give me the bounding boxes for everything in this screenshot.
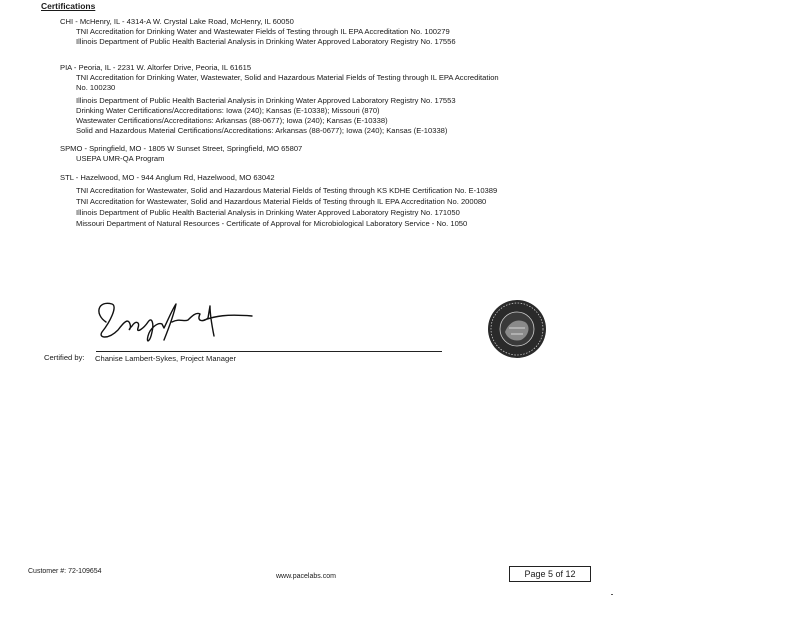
certified-by-label: Certified by: xyxy=(44,353,85,362)
lab-line: TNI Accreditation for Wastewater, Solid and Hazardous Material Fields of Testing through KS KDHE Certification No. E-10389 xyxy=(76,186,498,195)
certifications-heading: Certifications xyxy=(41,1,96,11)
stray-mark xyxy=(611,594,613,595)
customer-number: Customer #: 72-109654 xyxy=(28,568,102,575)
lab-header-spmo: SPMO - Springfield, MO - 1805 W Sunset Street, Springfield, MO 65807 xyxy=(60,144,303,153)
website-text: www.pacelabs.com xyxy=(276,573,336,580)
signature-line xyxy=(96,351,442,352)
lab-header-pia: PIA - Peoria, IL - 2231 W. Altorfer Drive, Peoria, IL 61615 xyxy=(60,63,252,72)
lab-line: Wastewater Certifications/Accreditations: Arkansas (88-0677); Iowa (240); Kansas (E-10338) xyxy=(76,116,388,125)
page-number-box: Page 5 of 12 xyxy=(509,566,591,582)
lab-line: TNI Accreditation for Drinking Water and Wastewater Fields of Testing through IL EPA Accreditation No. 100279 xyxy=(76,27,450,36)
lab-line: Illinois Department of Public Health Bacterial Analysis in Drinking Water Approved Laboratory Registry No. 17553 xyxy=(76,96,456,105)
lab-line: Missouri Department of Natural Resources - Certificate of Approval for Microbiological Laboratory Service - No. 1050 xyxy=(76,219,468,228)
lab-header-stl: STL - Hazelwood, MO - 944 Anglum Rd, Hazelwood, MO 63042 xyxy=(60,173,275,182)
lab-line: TNI Accreditation for Wastewater, Solid and Hazardous Material Fields of Testing through IL EPA Accreditation No. 200080 xyxy=(76,197,487,206)
lab-line: No. 100230 xyxy=(76,83,116,92)
lab-header-chi: CHI - McHenry, IL - 4314-A W. Crystal Lake Road, McHenry, IL 60050 xyxy=(60,17,294,26)
lab-line: Drinking Water Certifications/Accreditations: Iowa (240); Kansas (E-10338); Missouri (870) xyxy=(76,106,380,115)
lab-line: USEPA UMR-QA Program xyxy=(76,154,165,163)
lab-line: Illinois Department of Public Health Bacterial Analysis in Drinking Water Approved Laboratory Registry No. 171050 xyxy=(76,208,460,217)
signature-image xyxy=(92,292,262,348)
lab-line: Solid and Hazardous Material Certifications/Accreditations: Arkansas (88-0677); Iowa (240); Kansas (E-10338) xyxy=(76,126,448,135)
certified-by-name: Chanise Lambert-Sykes, Project Manager xyxy=(95,354,236,363)
seal-stamp xyxy=(487,298,547,360)
lab-line: Illinois Department of Public Health Bacterial Analysis in Drinking Water Approved Laboratory Registry No. 17556 xyxy=(76,37,456,46)
lab-line: TNI Accreditation for Drinking Water, Wastewater, Solid and Hazardous Material Fields of Testing through IL EPA Accreditation xyxy=(76,73,499,82)
